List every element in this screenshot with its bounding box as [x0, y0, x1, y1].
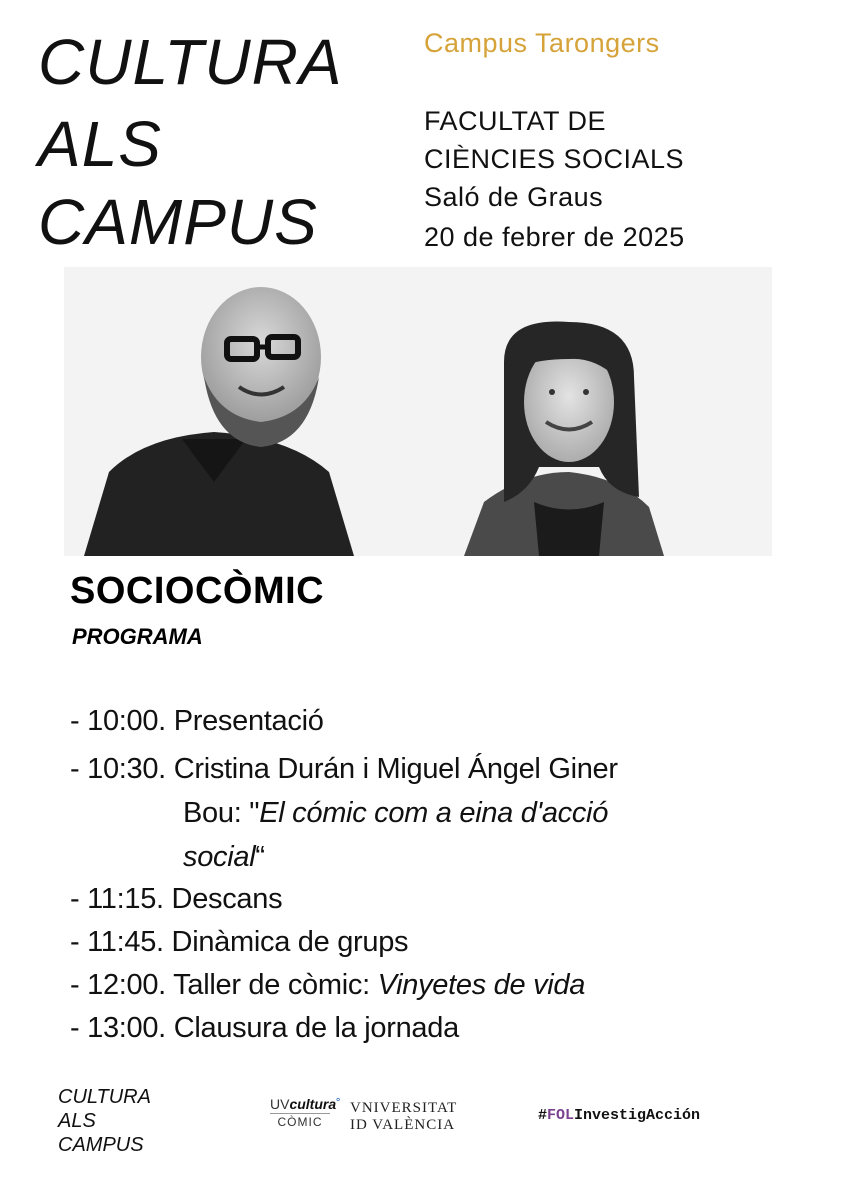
univ-line-1: VNIVERSITAT [350, 1100, 458, 1116]
event-title: SOCIOCÒMIC [70, 570, 325, 612]
schedule-item-6: - 13:00. Clausura de la jornada [70, 1012, 459, 1044]
speakers-photo [64, 267, 772, 556]
title-line-3: CAMPUS [38, 186, 318, 258]
program-label: PROGRAMA [72, 624, 203, 649]
schedule-item-5-label: - 12:00. Taller de còmic: [70, 969, 378, 1001]
footer-logo-line-3: CAMPUS [58, 1134, 144, 1156]
talk-title-part2: social [183, 841, 256, 873]
footer-logo-line-2: ALS [58, 1110, 96, 1132]
uv-sub-label: CÒMIC [270, 1113, 330, 1129]
schedule-item-5 [70, 969, 585, 1002]
schedule-item-3: - 11:15. Descans [70, 883, 283, 915]
speakers-illustration [64, 267, 772, 556]
event-date: 20 de febrer de 2025 [424, 222, 685, 252]
schedule-item-2-line3 [183, 841, 265, 874]
venue-faculty-2: CIÈNCIES SOCIALS [424, 144, 685, 174]
venue-room: Saló de Graus [424, 182, 604, 212]
hashtag-accent: FOL [547, 1107, 575, 1124]
schedule-item-2: - 10:30. Cristina Durán i Miguel Ángel Giner [70, 753, 618, 785]
univ-line-2: ID VALÈNCIA [350, 1117, 456, 1133]
campus-name: Campus Tarongers [424, 28, 660, 58]
schedule-item-2-line2 [183, 797, 608, 830]
title-line-2: ALS [38, 108, 162, 180]
title-line-1: CULTURA [38, 26, 343, 98]
talk-title-part1: El cómic com a eina d'acció [259, 797, 609, 829]
schedule-item-2-speaker-tail: Bou: " [183, 797, 260, 829]
footer-cultura-logo [58, 1085, 151, 1157]
uv-brand-name: cultura [289, 1096, 337, 1112]
footer-logo-line-1: CULTURA [58, 1086, 151, 1108]
schedule-item-1: - 10:00. Presentació [70, 705, 324, 737]
venue-faculty-1: FACULTAT DE [424, 106, 607, 136]
uv-cultura-logo: UVcultura˚ CÒMIC [270, 1096, 341, 1129]
hashtag-rest: InvestigAcción [574, 1107, 701, 1124]
universitat-valencia-logo [350, 1100, 457, 1134]
talk-title-closing-quote: “ [255, 841, 265, 873]
hashtag-symbol: # [538, 1107, 548, 1124]
workshop-title: Vinyetes de vida [377, 969, 586, 1001]
hashtag [538, 1107, 700, 1124]
uv-prefix: UV [270, 1096, 290, 1112]
schedule-item-4: - 11:45. Dinàmica de grups [70, 926, 409, 958]
